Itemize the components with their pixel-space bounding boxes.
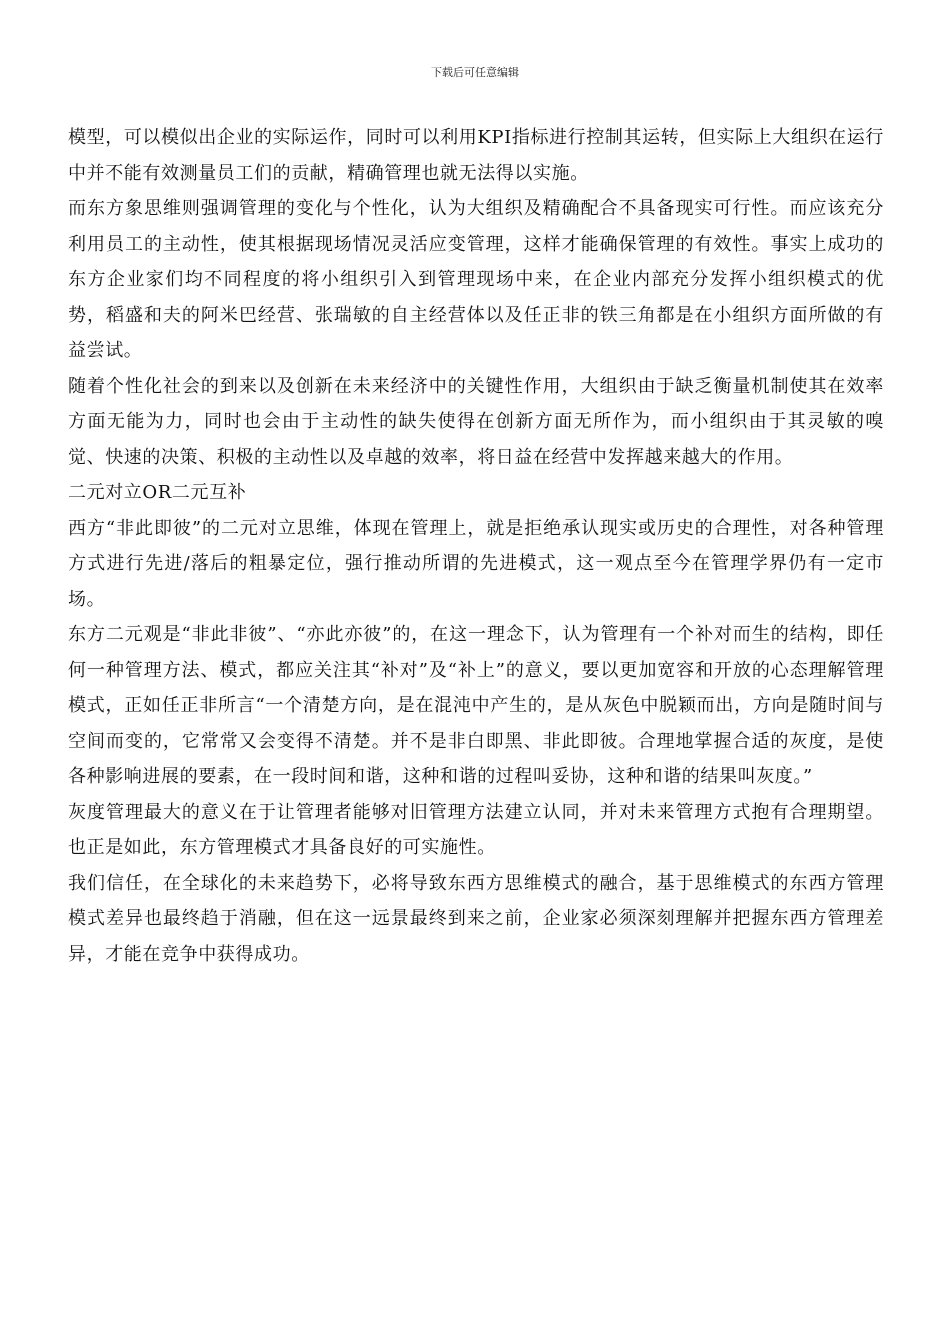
document-body (68, 120, 884, 972)
paragraph-4: 西方“非此即彼”的二元对立思维，体现在管理上，就是拒绝承认现实或历史的合理性，对各种管理方式进行先进/落后的粗暴定位，强行推动所谓的先进模式，这一观点至今在管理学界仍有一定市场。 (68, 517, 884, 610)
paragraph-7: 我们信任，在全球化的未来趋势下，必将导致东西方思维模式的融合，基于思维模式的东西方管理模式差异也最终趋于消融，但在这一远景最终到来之前，企业家必须深刻理解并把握东西方管理差异，才能在竞争中获得成功。 (68, 872, 884, 965)
page-header: 下载后可任意编辑 (431, 66, 519, 79)
paragraph-5: 东方二元观是“非此非彼”、“亦此亦彼”的，在这一理念下，认为管理有一个补对而生的结构，即任何一种管理方法、模式，都应关注其“补对”及“补上”的意义，要以更加宽容和开放的心态理解管理模式，正如任正非所言“一个清楚方向，是在混沌中产生的，是从灰色中脱颖而出，方向是随时间与空间而变的，它常常又会变得不清楚。并不是非白即黑、非此即彼。合理地掌握合适的灰度，是使各种影响进展的要素，在一段时间和谐，这种和谐的过程叫妥协，这种和谐的结果叫灰度。” (68, 624, 884, 787)
paragraph-1: 模型，可以模似出企业的实际运作，同时可以利用KPI指标进行控制其运转，但实际上大组织在运行中并不能有效测量员工们的贡献，精确管理也就无法得以实施。 (68, 127, 884, 184)
paragraph-2: 而东方象思维则强调管理的变化与个性化，认为大组织及精确配合不具备现实可行性。而应该充分利用员工的主动性，使其根据现场情况灵活应变管理，这样才能确保管理的有效性。事实上成功的东方企业家们均不同程度的将小组织引入到管理现场中来，在企业内部充分发挥小组织模式的优势，稻盛和夫的阿米巴经营、张瑞敏的自主经营体以及任正非的铁三角都是在小组织方面所做的有益尝试。 (68, 198, 884, 361)
paragraph-6: 灰度管理最大的意义在于让管理者能够对旧管理方法建立认同，并对未来管理方式抱有合理期望。也正是如此，东方管理模式才具备良好的可实施性。 (68, 801, 884, 858)
paragraph-3: 随着个性化社会的到来以及创新在未来经济中的关键性作用，大组织由于缺乏衡量机制使其在效率方面无能为力，同时也会由于主动性的缺失使得在创新方面无所作为，而小组织由于其灵敏的嗅觉、快速的决策、积极的主动性以及卓越的效率，将日益在经营中发挥越来越大的作用。 (68, 375, 884, 468)
section-heading: 二元对立OR二元互补 (68, 482, 247, 503)
